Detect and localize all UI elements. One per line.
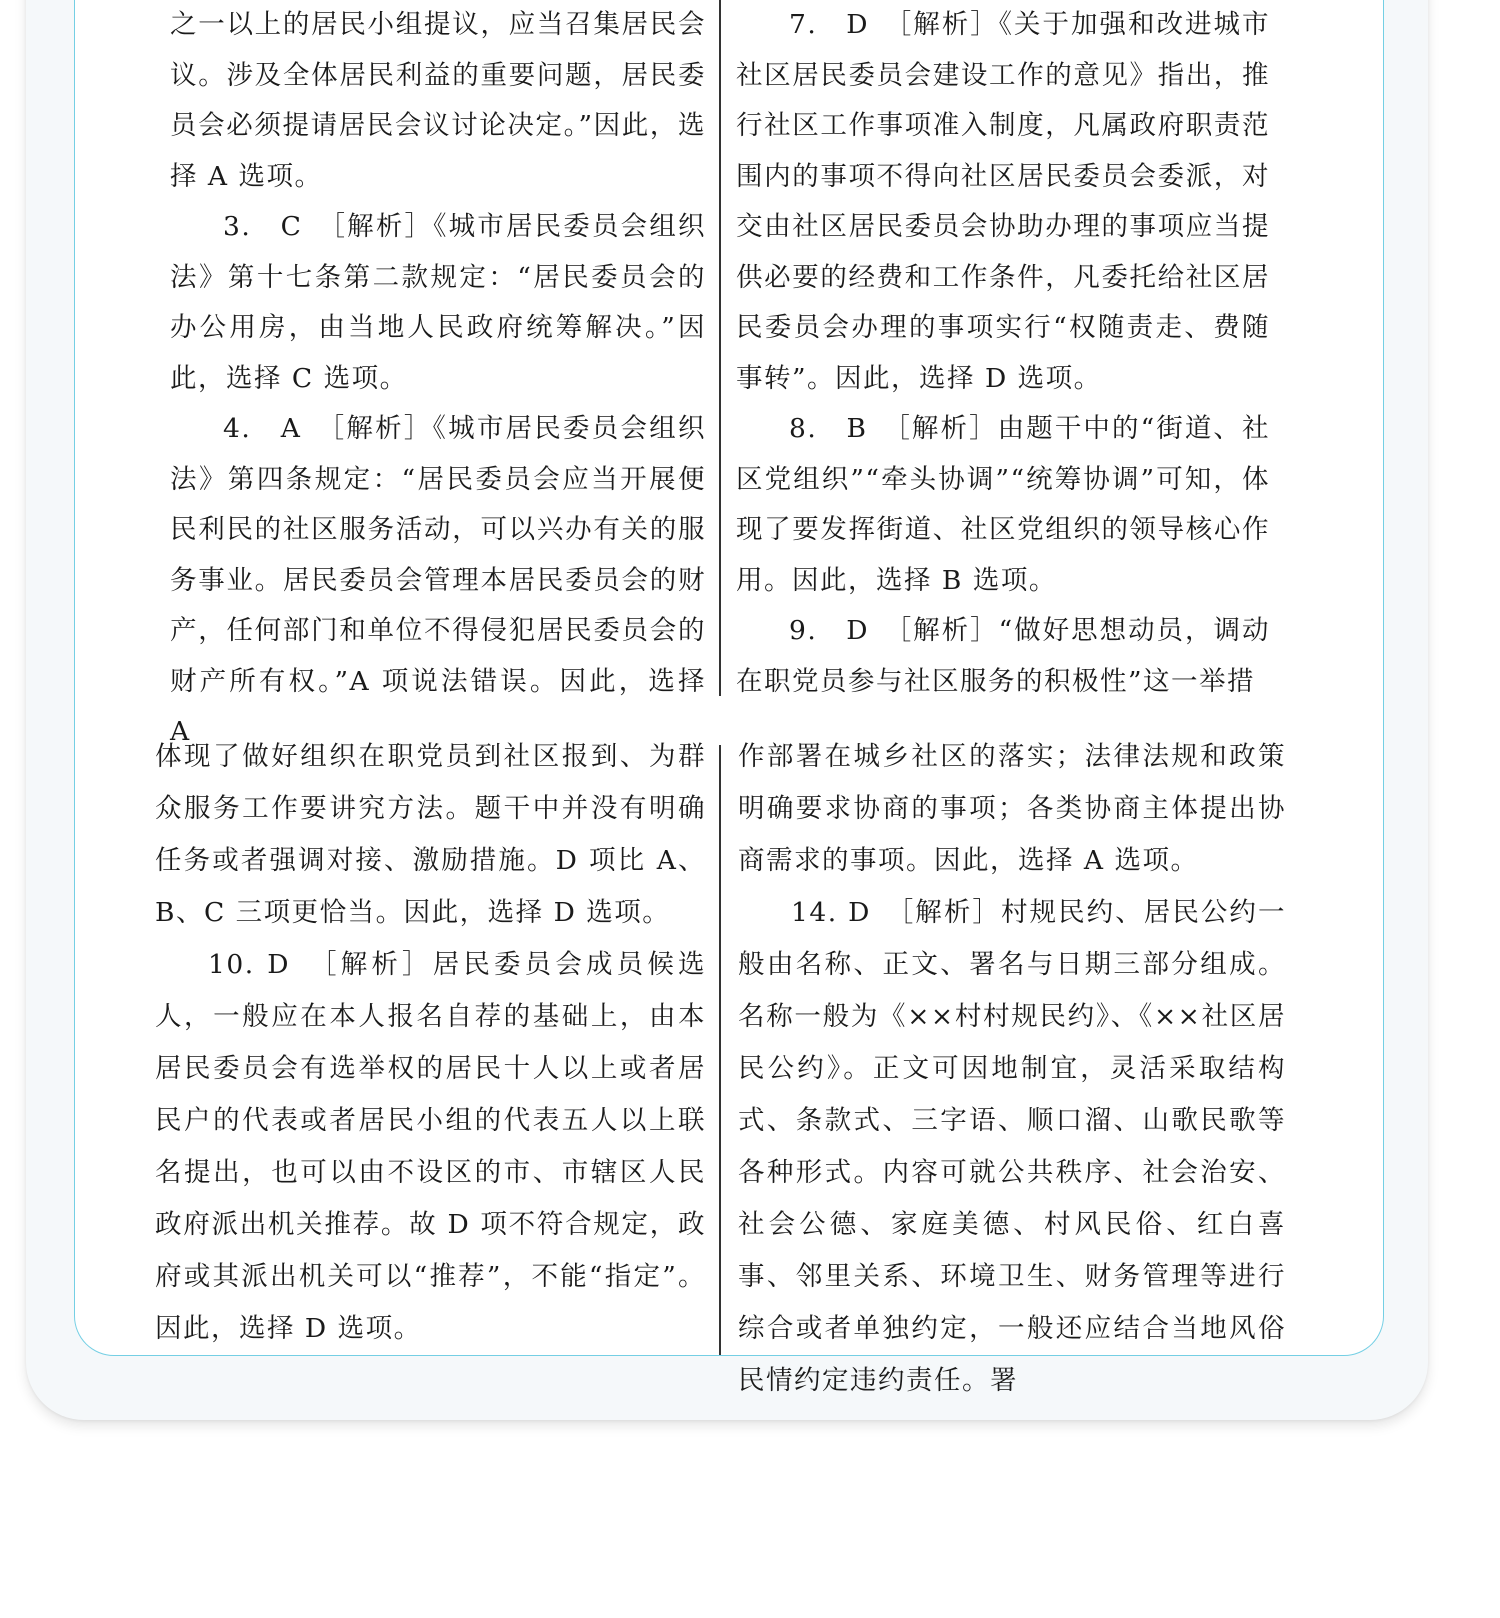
- answer-10: 10. D ［解析］居民委员会成员候选人，一般应在本人报名自荐的基础上，由本居民委员会有选举权的居民十人以上或者居民户的代表或者居民小组的代表五人以上联名提出，也可以由不设区的市、市辖区人民政府派出机关推荐。故 D 项不符合规定，政府或其派出机关可以“推荐”，不能“指定”。因此，选择 D 选项。: [155, 949, 706, 1344]
- paragraph: 体现了做好组织在职党员到社区报到、为群众服务工作要讲究方法。题干中并没有明确任务或者强调对接、激励措施。D 项比 A、B、C 三项更恰当。因此，选择 D 选项。: [155, 741, 706, 928]
- column-divider: [719, 0, 721, 696]
- column-divider: [719, 745, 721, 1355]
- answer-9: 9. D ［解析］“做好思想动员，调动在职党员参与社区服务的积极性”这一举措: [736, 615, 1270, 697]
- answer-4: 4. A ［解析］《城市居民委员会组织法》第四条规定：“居民委员会应当开展便民利民的社区服务活动，可以兴办有关的服务事业。居民委员会管理本居民委员会的财产，任何部门和单位不得侵犯居民委员会的财产所有权。”A 项说法错误。因此，选择 A: [170, 413, 706, 747]
- top-left-column: [170, 0, 706, 758]
- top-right-column: [736, 0, 1270, 707]
- paragraph: 作部署在城乡社区的落实；法律法规和政策明确要求协商的事项；各类协商主体提出协商需求的事项。因此，选择 A 选项。: [738, 741, 1286, 876]
- answer-7: 7. D ［解析］《关于加强和改进城市社区居民委员会建设工作的意见》指出，推行社区工作事项准入制度，凡属政府职责范围内的事项不得向社区居民委员会委派，对交由社区居民委员会协助办理的事项应当提供必要的经费和工作条件，凡委托给社区居民委员会办理的事项实行“权随责走、费随事转”。因此，选择 D 选项。: [736, 9, 1270, 394]
- answer-14: 14. D ［解析］村规民约、居民公约一般由名称、正文、署名与日期三部分组成。名称一般为《××村村规民约》、《××社区居民公约》。正文可因地制宜，灵活采取结构式、条款式、三字语、顺口溜、山歌民歌等各种形式。内容可就公共秩序、社会治安、社会公德、家庭美德、村风民俗、红白喜事、邻里关系、环境卫生、财务管理等进行综合或者单独约定，一般还应结合当地风俗民情约定违约责任。署: [738, 897, 1286, 1396]
- bottom-left-column: [155, 731, 706, 1355]
- answer-8: 8. B ［解析］由题干中的“街道、社区党组织”“牵头协调”“统筹协调”可知，体现了要发挥街道、社区党组织的领导核心作用。因此，选择 B 选项。: [736, 413, 1270, 596]
- bottom-right-column: [738, 731, 1286, 1407]
- answer-3: 3. C ［解析］《城市居民委员会组织法》第十七条第二款规定：“居民委员会的办公用房，由当地人民政府统筹解决。”因此，选择 C 选项。: [170, 211, 706, 394]
- paragraph: 之一以上的居民小组提议，应当召集居民会议。涉及全体居民利益的重要问题，居民委员会必须提请居民会议讨论决定。”因此，选择 A 选项。: [170, 9, 706, 192]
